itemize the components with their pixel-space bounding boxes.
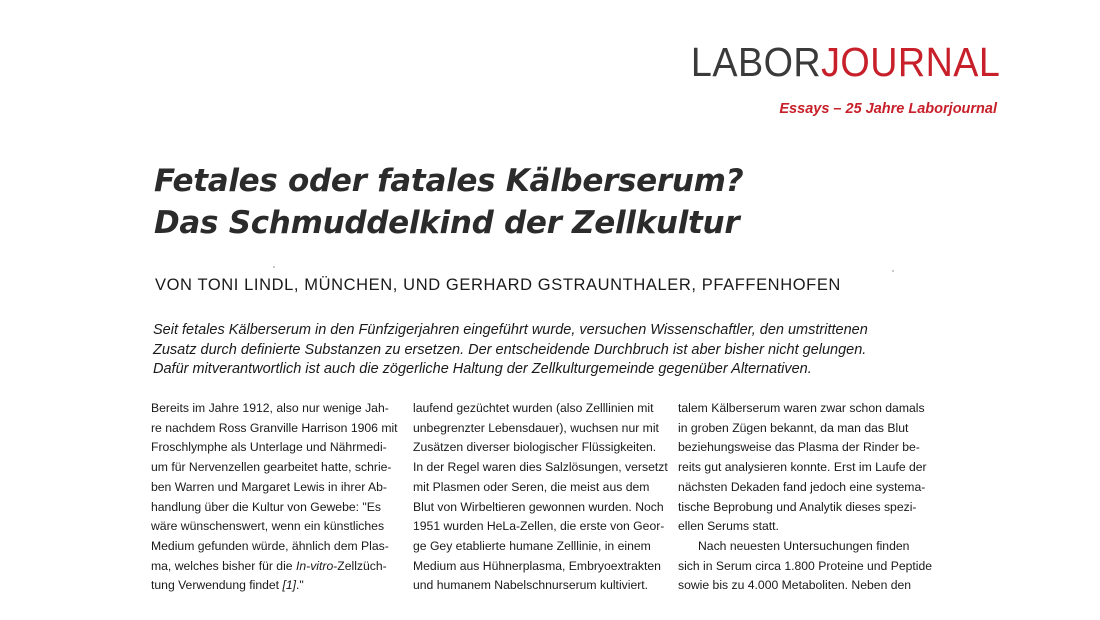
body-line: um für Nervenzellen gearbeitet hatte, schrie- (151, 460, 392, 475)
body-line: laufend gezüchtet wurden (also Zelllinien mit (413, 401, 654, 415)
body-line: Nach neuesten Untersuchungen finden (698, 538, 910, 553)
body-line: Medium gefunden würde, ähnlich dem Plas- (151, 538, 389, 553)
body-line: Bereits im Jahre 1912, also nur wenige Jah- (151, 401, 389, 415)
article-authors: VON TONI LINDL, MÜNCHEN, UND GERHARD GSTRAUNTHALER, PFAFFENHOFEN (155, 276, 841, 294)
body-line: ben Warren und Margaret Lewis in ihrer Ab- (151, 479, 387, 494)
lead-line: Dafür mitverantwortlich ist auch die zögerliche Haltung der Zellkulturgemeinde gegenüber Alternativen. (153, 361, 812, 377)
section-subtitle: Essays – 25 Jahre Laborjournal (779, 101, 997, 117)
body-text: -Zellzüch- (333, 558, 387, 573)
body-line (151, 557, 401, 577)
title-line-2: Das Schmuddelkind der Zellkultur (154, 205, 740, 241)
body-line: talem Kälberserum waren zwar schon damals (678, 401, 925, 415)
body-line: Blut von Wirbeltieren gewonnen wurden. Noch (413, 499, 664, 514)
body-line (151, 576, 401, 596)
body-line: tische Beprobung und Analytik dieses spezi- (678, 499, 917, 514)
body-line: Froschlymphe als Unterlage und Nährmedi- (151, 440, 387, 455)
body-line: ge Gey etablierte humane Zelllinie, in einem (413, 538, 651, 553)
logo-labor: LABOR (690, 39, 821, 85)
italic-term: In-vitro (295, 558, 334, 573)
body-line: Medium aus Hühnerplasma, Embryoextrakten (413, 558, 661, 573)
article-title (154, 160, 743, 244)
body-line: sich in Serum circa 1.800 Proteine und Peptide (678, 558, 933, 573)
body-line: unbegrenzter Lebensdauer), wuchsen nur mit (413, 420, 659, 435)
scan-speck (892, 270, 894, 272)
body-text: ." (296, 578, 304, 593)
body-line: In der Regel waren dies Salzlösungen, versetzt (413, 460, 668, 475)
body-line: ellen Serums statt. (678, 519, 779, 534)
body-line: re nachdem Ross Granville Harrison 1906 mit (151, 420, 398, 435)
text-column-1 (151, 399, 401, 596)
citation-ref: [1] (282, 578, 297, 593)
text-column-3 (678, 399, 933, 596)
body-line: in groben Zügen bekannt, da man das Blut (678, 420, 909, 435)
logo-journal: JOURNAL (820, 39, 1000, 85)
body-line: 1951 wurden HeLa-Zellen, die erste von Geor- (413, 519, 665, 534)
body-line: sowie bis zu 4.000 Metaboliten. Neben den (678, 578, 912, 593)
scan-speck (273, 266, 275, 268)
body-line: beziehungsweise das Plasma der Rinder be- (678, 440, 920, 455)
body-line: handlung über die Kultur von Gewebe: "Es (151, 499, 381, 514)
body-line: wäre wünschenswert, wenn ein künstliches (151, 519, 385, 534)
lead-line: Zusatz durch definierte Substanzen zu ersetzen. Der entscheidende Durchbruch ist aber bisher nicht gelungen. (153, 341, 867, 358)
lead-line: Seit fetales Kälberserum in den Fünfzigerjahren eingeführt wurde, versuchen Wissenschaftler, den umstrittenen (153, 322, 868, 338)
body-line: reits gut analysieren konnte. Erst im Laufe der (678, 460, 927, 475)
body-line: und humanem Nabelschnurserum kultiviert. (413, 578, 649, 593)
article-lead (153, 321, 913, 380)
body-text: ma, welches bisher für die (151, 558, 296, 573)
body-line: nächsten Dekaden fand jedoch eine systema- (678, 479, 926, 494)
body-line: Zusätzen diverser biologischer Flüssigkeiten. (413, 440, 657, 455)
body-text: tung Verwendung findet (151, 578, 283, 593)
body-line: mit Plasmen oder Seren, die meist aus dem (413, 479, 650, 494)
logo (690, 39, 1000, 85)
text-column-2 (413, 399, 668, 596)
title-line-1: Fetales oder fatales Kälberserum? (154, 163, 744, 199)
